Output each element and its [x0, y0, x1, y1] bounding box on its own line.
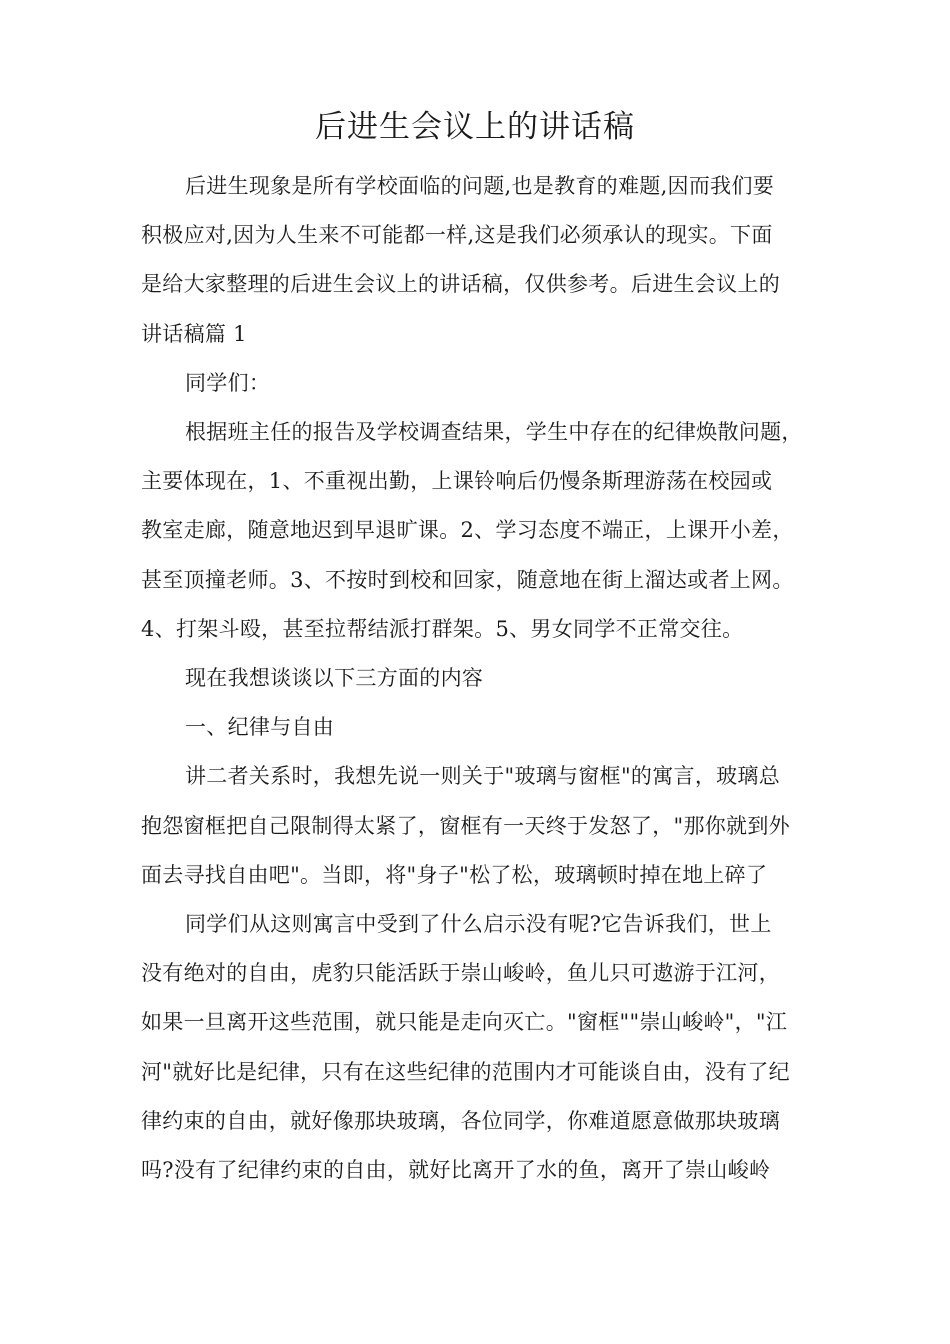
- text-line: 教室走廊，随意地迟到早退旷课。2、学习态度不端正，上课开小差，: [141, 518, 794, 543]
- text-line: 律约束的自由，就好像那块玻璃，各位同学，你难道愿意做那块玻璃: [141, 1108, 780, 1133]
- paragraph-fable: [141, 752, 829, 900]
- paragraph-topics: [141, 654, 829, 703]
- text-line: 同学们：: [185, 370, 271, 395]
- text-line: 河"就好比是纪律，只有在这些纪律的范围内才可能谈自由，没有了纪: [141, 1059, 790, 1084]
- text-line: 4、打架斗殴，甚至拉帮结派打群架。5、男女同学不正常交往。: [141, 616, 744, 641]
- paragraph-problems: [141, 408, 829, 654]
- text-line: 同学们从这则寓言中受到了什么启示没有呢?它告诉我们，世上: [185, 912, 772, 937]
- text-line: 是给大家整理的后进生会议上的讲话稿，仅供参考。后进生会议上的: [141, 272, 780, 297]
- document-title: 后进生会议上的讲话稿: [315, 109, 635, 145]
- text-line: 讲话稿篇 1: [141, 321, 247, 346]
- text-line: 没有绝对的自由，虎豹只能活跃于崇山峻岭，鱼儿只可遨游于江河，: [141, 961, 780, 986]
- text-line: 吗?没有了纪律约束的自由，就好比离开了水的鱼，离开了崇山峻岭: [141, 1158, 771, 1183]
- paragraph-lesson: [141, 900, 829, 1195]
- paragraph-intro: [141, 162, 829, 359]
- text-line: 现在我想谈谈以下三方面的内容: [185, 666, 484, 691]
- text-line: 后进生现象是所有学校面临的问题,也是教育的难题,因而我们要: [185, 174, 775, 198]
- document-body: [141, 162, 829, 1195]
- text-line: 根据班主任的报告及学校调查结果，学生中存在的纪律焕散问题，: [185, 420, 803, 445]
- section-heading-discipline-freedom: [141, 703, 829, 752]
- paragraph-greeting: [141, 359, 829, 408]
- text-line: 主要体现在，1、不重视出勤，上课铃响后仍慢条斯理游荡在校园或: [141, 469, 773, 494]
- text-line: 一、纪律与自由: [185, 715, 335, 740]
- text-line: 如果一旦离开这些范围，就只能是走向灭亡。"窗框""崇山峻岭"，"江: [141, 1010, 788, 1035]
- text-line: 面去寻找自由吧"。当即，将"身子"松了松，玻璃顿时掉在地上碎了: [141, 862, 768, 887]
- text-line: 积极应对,因为人生来不可能都一样,这是我们必须承认的现实。下面: [141, 223, 773, 248]
- text-line: 讲二者关系时，我想先说一则关于"玻璃与窗框"的寓言，玻璃总: [185, 764, 781, 789]
- text-line: 甚至顶撞老师。3、不按时到校和回家，随意地在街上溜达或者上网。: [141, 567, 794, 592]
- text-line: 抱怨窗框把自己限制得太紧了，窗框有一天终于发怒了，"那你就到外: [141, 813, 790, 838]
